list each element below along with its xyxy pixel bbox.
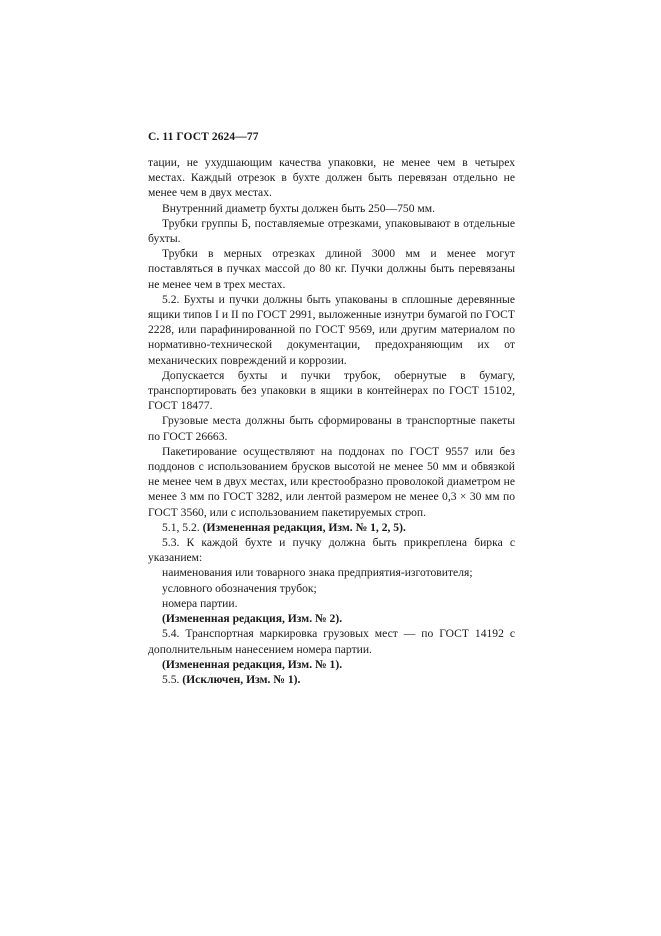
section-ref: 5.5. bbox=[162, 672, 183, 686]
page-header: С. 11 ГОСТ 2624—77 bbox=[148, 131, 259, 143]
revision-note-text: (Измененная редакция, Изм. № 1). bbox=[162, 657, 343, 671]
paragraph-containers: Допускается бухты и пучки трубок, обернутые в бумагу, транспортировать без упаковки в ящики в контейнерах по ГОСТ 15102, ГОСТ 18477. bbox=[148, 368, 515, 413]
revision-note: (Измененная редакция, Изм. № 1, 2, 5). bbox=[202, 520, 406, 534]
excluded-note: (Исключен, Изм. № 1). bbox=[182, 672, 301, 686]
paragraph-group-b: Трубки группы Б, поставляемые отрезками, упаковывают в отдельные бухты. bbox=[148, 216, 515, 246]
list-item-batch: номера партии. bbox=[162, 596, 238, 610]
paragraph-5-3: 5.3. К каждой бухте и пучку должна быть прикреплена бирка с указанием: bbox=[148, 536, 515, 565]
list-item-manufacturer: наименования или товарного знака предприятия-изготовителя; bbox=[162, 566, 473, 580]
paragraph-bundles: Трубки в мерных отрезках длиной 3000 мм и менее могут поставляться в пучках массой до 80 кг. Пучки должны быть перевязаны не менее чем в трех местах. bbox=[148, 247, 515, 291]
revision-ref: 5.1, 5.2. bbox=[162, 520, 203, 534]
revision-note-1 bbox=[148, 657, 515, 672]
paragraph-packaging: Пакетирование осуществляют на поддонах по ГОСТ 9557 или без поддонов с использованием брусков высотой не менее 50 мм и обвязкой не менее чем в двух местах, или крестообразно проволокой диаметром не менее 3 мм по ГОСТ 3282, или лентой размером не менее 0,3 × 30 мм по ГОСТ 3560, или с использованием пакетируемых строп. bbox=[148, 444, 515, 519]
paragraph-continuation: тации, не ухудшающим качества упаковки, не менее чем в четырех местах. Каждый отрезок в бухте должен быть перевязан отдельно не менее чем в двух местах. bbox=[148, 156, 515, 200]
paragraph-5-4: 5.4. Транспортная маркировка грузовых мест — по ГОСТ 14192 с дополнительным нанесением номера партии. bbox=[148, 627, 515, 656]
paragraph-coil-diameter: Внутренний диаметр бухты должен быть 250—750 мм. bbox=[162, 201, 435, 215]
revision-note-2 bbox=[148, 611, 515, 626]
revision-note-text: (Измененная редакция, Изм. № 2). bbox=[162, 612, 343, 626]
paragraph-transport-packets: Грузовые места должны быть сформированы в транспортные пакеты по ГОСТ 26663. bbox=[148, 414, 515, 443]
paragraph-revision-5-1-5-2 bbox=[148, 520, 515, 535]
paragraph-5-5 bbox=[148, 672, 515, 687]
document-body bbox=[148, 155, 515, 687]
paragraph-5-2: 5.2. Бухты и пучки должны быть упакованы в сплошные деревянные ящики типов I и II по ГОСТ 2991, выложенные изнутри бумагой по ГОСТ 2228, или парафинированной по ГОСТ 9569, или другим материалом по нормативно-технической документации, предохраняющим их от механических повреждений и коррозии. bbox=[148, 292, 515, 367]
list-item-designation: условного обозначения трубок; bbox=[162, 581, 317, 595]
